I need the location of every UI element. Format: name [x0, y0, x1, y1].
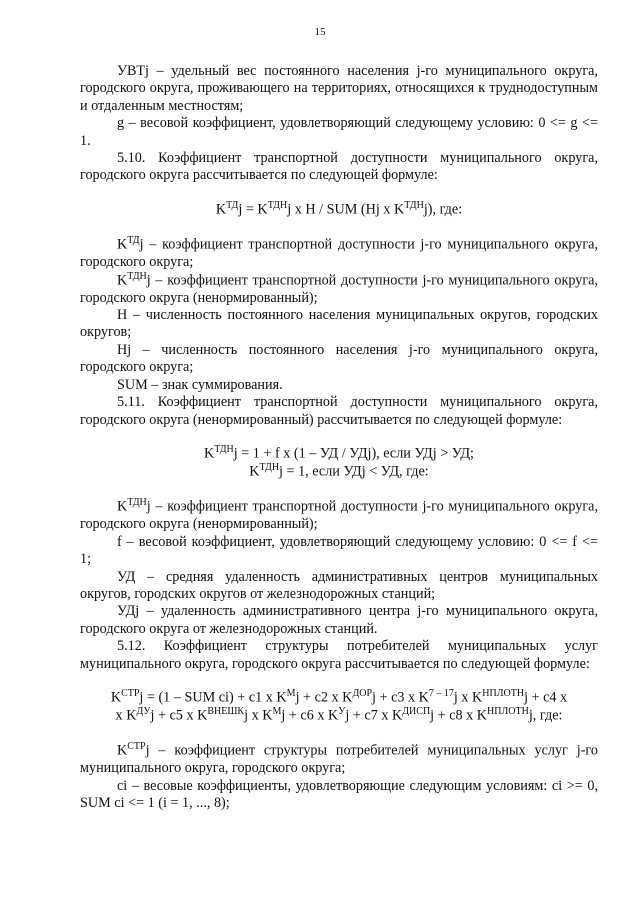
page-number: 15: [314, 26, 326, 38]
paragraph-uvt: УВТj – удельный вес постоянного населения j-го муниципального округа, городского округа, проживающего на территориях, относящихся к труднодоступным и отдаленным местностям;: [80, 63, 598, 114]
definition-ktd: $K^{ТД}j$ – коэффициент транспортной доступности j-го муниципального округа, городского округа;: [80, 234, 598, 271]
definition-hj: Hj – численность постоянного населения j-го муниципального округа, городского округа;: [80, 341, 598, 376]
definition-sum: SUM – знак суммирования.: [117, 376, 283, 393]
section-5-10: 5.10. Коэффициент транспортной доступности муниципального округа, городского округа рассчитывается по следующей формуле:: [80, 150, 598, 184]
formula-kstr-line1: $K^{СТР}j = (1$ – SUM ci) + c1 x $K^Мj + c2$ x $K^{ДОР}j + c3$ x $K^{7 - 17}j$ x $K^{НПЛОТН}j + c4$ x: [110, 688, 568, 706]
section-5-12: 5.12. Коэффициент структуры потребителей муниципальных услуг муниципального округа, городского округа рассчитывается по следующей формуле:: [80, 638, 598, 672]
definition-ud: УД – средняя удаленность административных центров муниципальных округов, городских округов от железнодорожных станций;: [80, 568, 598, 602]
paragraph-g: g – весовой коэффициент, удовлетворяющий следующему условию: 0 <= g <= 1.: [80, 115, 598, 149]
document-body: [80, 63, 598, 813]
section-5-11: 5.11. Коэффициент транспортной доступности муниципального округа, городского округа (ненормированный) рассчитывается по следующей формуле:: [80, 394, 598, 428]
formula-ktdn-line2: $K^{ТДН}j = 1$, если УДj < УД, где:: [249, 462, 429, 480]
definition-h: H – численность постоянного населения муниципальных округов, городских округов;: [80, 307, 598, 341]
definition-ci: ci – весовые коэффициенты, удовлетворяющие следующим условиям: ci >= 0, SUM ci <= 1 (i = 1, ..., 8);: [80, 777, 598, 812]
definition-kstr: $K^{СТР}j$ – коэффициент структуры потребителей муниципальных услуг j-го муниципального округа, городского округа;: [80, 741, 598, 777]
definition-ktdn-2: $K^{ТДН}j$ – коэффициент транспортной доступности j-го муниципального округа, городского округа (ненормированный);: [80, 497, 598, 533]
definition-f: f – весовой коэффициент, удовлетворяющий следующему условию: 0 <= f <= 1;: [80, 533, 598, 568]
definition-ktdn: $K^{ТДН}j$ – коэффициент транспортной доступности j-го муниципального округа, городского округа (ненормированный);: [80, 270, 598, 306]
formula-kstr-line2: x $K^{ДУ}j + c5$ x $K^{ВНЕШК}j$ x $K^Мj + c6$ x $K^Уj + c7$ x $K^{ДИСП}j + c8$ x $K^{НПЛОТН}j$, где:: [115, 706, 563, 724]
definition-udj: УДj – удаленность административного центра j-го муниципального округа, городского округа от железнодорожных станций.: [80, 603, 598, 637]
formula-transport-accessibility: $K^{ТД}j = K^{ТДН}j$ x H / SUM (Hj x $K^{ТДН}j$), где:: [215, 199, 463, 218]
formula-ktdn-line1: $K^{ТДН}j = 1 + f$ x (1 – УД / УДj), если УДj > УД;: [203, 443, 474, 462]
